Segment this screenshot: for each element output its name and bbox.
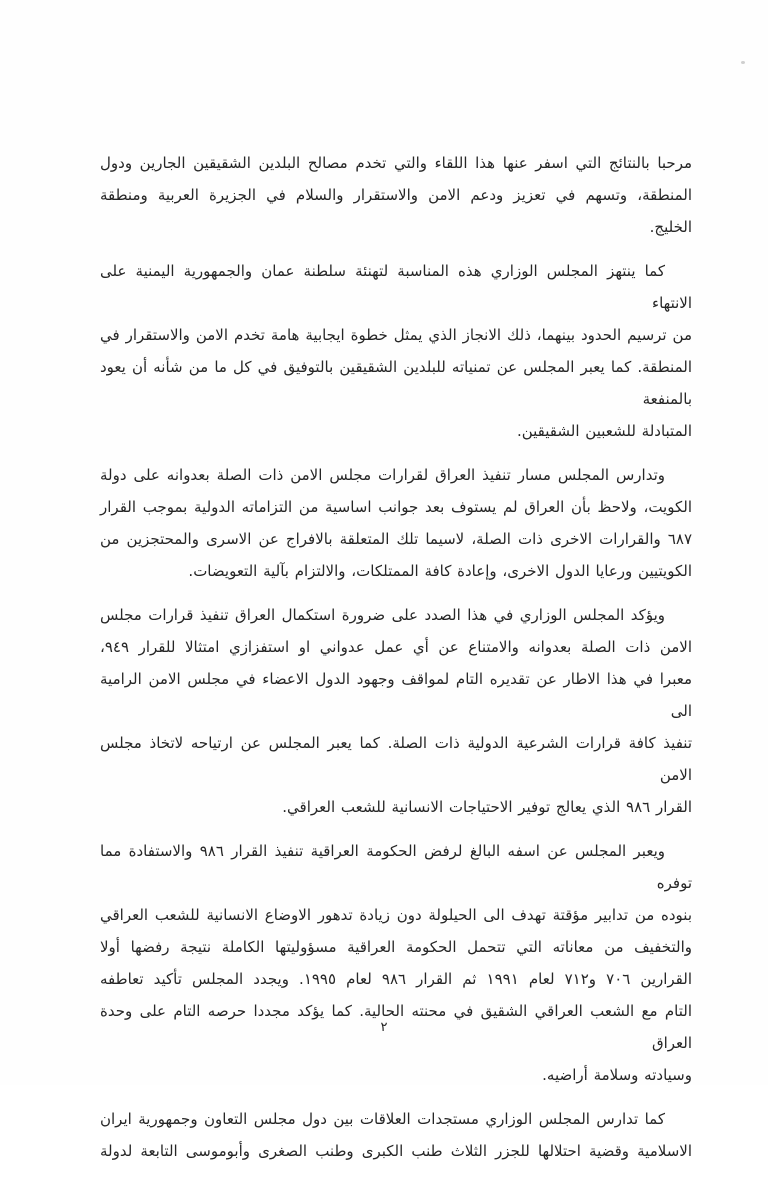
text-line: معبرا في هذا الاطار عن تقديره التام لمواقف وجهود الدول الاعضاء في مجلس الامن الرامية الى (100, 670, 692, 720)
text-line: من ترسيم الحدود بينهما، ذلك الانجاز الذي يمثل خطوة ايجابية هامة تخدم الامن والاستقرار في (100, 326, 692, 344)
text-line: بنوده من تدابير مؤقتة تهدف الى الحيلولة دون زيادة تدهور الاوضاع الانسانية للشعب العراقي (100, 906, 692, 924)
page-number: ٢ (380, 1020, 388, 1035)
paragraph (100, 459, 692, 587)
paragraph (100, 1103, 692, 1167)
paragraph (100, 255, 692, 447)
text-line: والتخفيف من معاناته التي تتحمل الحكومة العراقية مسؤوليتها الكاملة نتيجة رفضها أولا (100, 938, 692, 956)
paragraph (100, 835, 692, 1091)
text-line: المنطقة. كما يعبر المجلس عن تمنياته للبلدين الشقيقين بالتوفيق في كل ما من شأنه أن يعود بالمنفعة (100, 358, 692, 408)
scan-artifact-dot (741, 61, 745, 64)
text-line: المنطقة، وتسهم في تعزيز ودعم الامن والاستقرار والسلام في الجزيرة العربية ومنطقة الخليج. (100, 186, 692, 236)
paragraph (100, 599, 692, 823)
text-line: القرار ٩٨٦ الذي يعالج توفير الاحتياجات الانسانية للشعب العراقي. (282, 798, 692, 816)
text-line: ويعبر المجلس عن اسفه البالغ لرفض الحكومة العراقية تنفيذ القرار ٩٨٦ والاستفادة مما توفره (100, 842, 692, 892)
text-line: ويؤكد المجلس الوزاري في هذا الصدد على ضرورة استكمال العراق تنفيذ قرارات مجلس (100, 606, 665, 624)
text-line: وتدارس المجلس مسار تنفيذ العراق لقرارات مجلس الامن ذات الصلة بعدوانه على دولة (100, 466, 665, 484)
text-line: الكويتيين ورعايا الدول الاخرى، وإعادة كافة الممتلكات، والالتزام بآلية التعويضات. (188, 562, 692, 580)
text-line: كما تدارس المجلس الوزاري مستجدات العلاقات بين دول مجلس التعاون وجمهورية ايران (100, 1110, 665, 1128)
text-line: كما ينتهز المجلس الوزاري هذه المناسبة لتهنئة سلطنة عمان والجمهورية اليمنية على الانتهاء (100, 262, 692, 312)
text-line: وسيادته وسلامة أراضيه. (542, 1066, 692, 1084)
text-line: مرحبا بالنتائج التي اسفر عنها هذا اللقاء والتي تخدم مصالح البلدين الشقيقين الجارين ودول (100, 154, 692, 172)
text-line: المتبادلة للشعبين الشقيقين. (516, 422, 692, 440)
text-line: الامن ذات الصلة بعدوانه والامتناع عن أي عمل عدواني او استفزازي امتثالا للقرار ٩٤٩، (100, 638, 692, 656)
text-line: التام مع الشعب العراقي الشقيق في محنته الحالية. كما يؤكد مجددا حرصه التام على وحدة العراق (100, 1002, 692, 1052)
paragraph (100, 147, 692, 243)
text-line: الكويت، ولاحظ بأن العراق لم يستوف بعد جوانب اساسية من التزاماته الدولية بموجب القرار (100, 498, 692, 516)
text-line: ٦٨٧ والقرارات الاخرى ذات الصلة، لاسيما تلك المتعلقة بالافراج عن الاسرى والمحتجزين من (100, 530, 692, 548)
text-line: القرارين ٧٠٦ و٧١٢ لعام ١٩٩١ ثم القرار ٩٨٦ لعام ١٩٩٥. ويجدد المجلس تأكيد تعاطفه (100, 970, 693, 988)
text-line: تنفيذ كافة قرارات الشرعية الدولية ذات الصلة. كما يعبر المجلس عن ارتياحه لاتخاذ مجلس الامن (100, 734, 692, 784)
text-line: الاسلامية وقضية احتلالها للجزر الثلاث طنب الكبرى وطنب الصغرى وأبوموسى التابعة لدولة (100, 1142, 692, 1160)
